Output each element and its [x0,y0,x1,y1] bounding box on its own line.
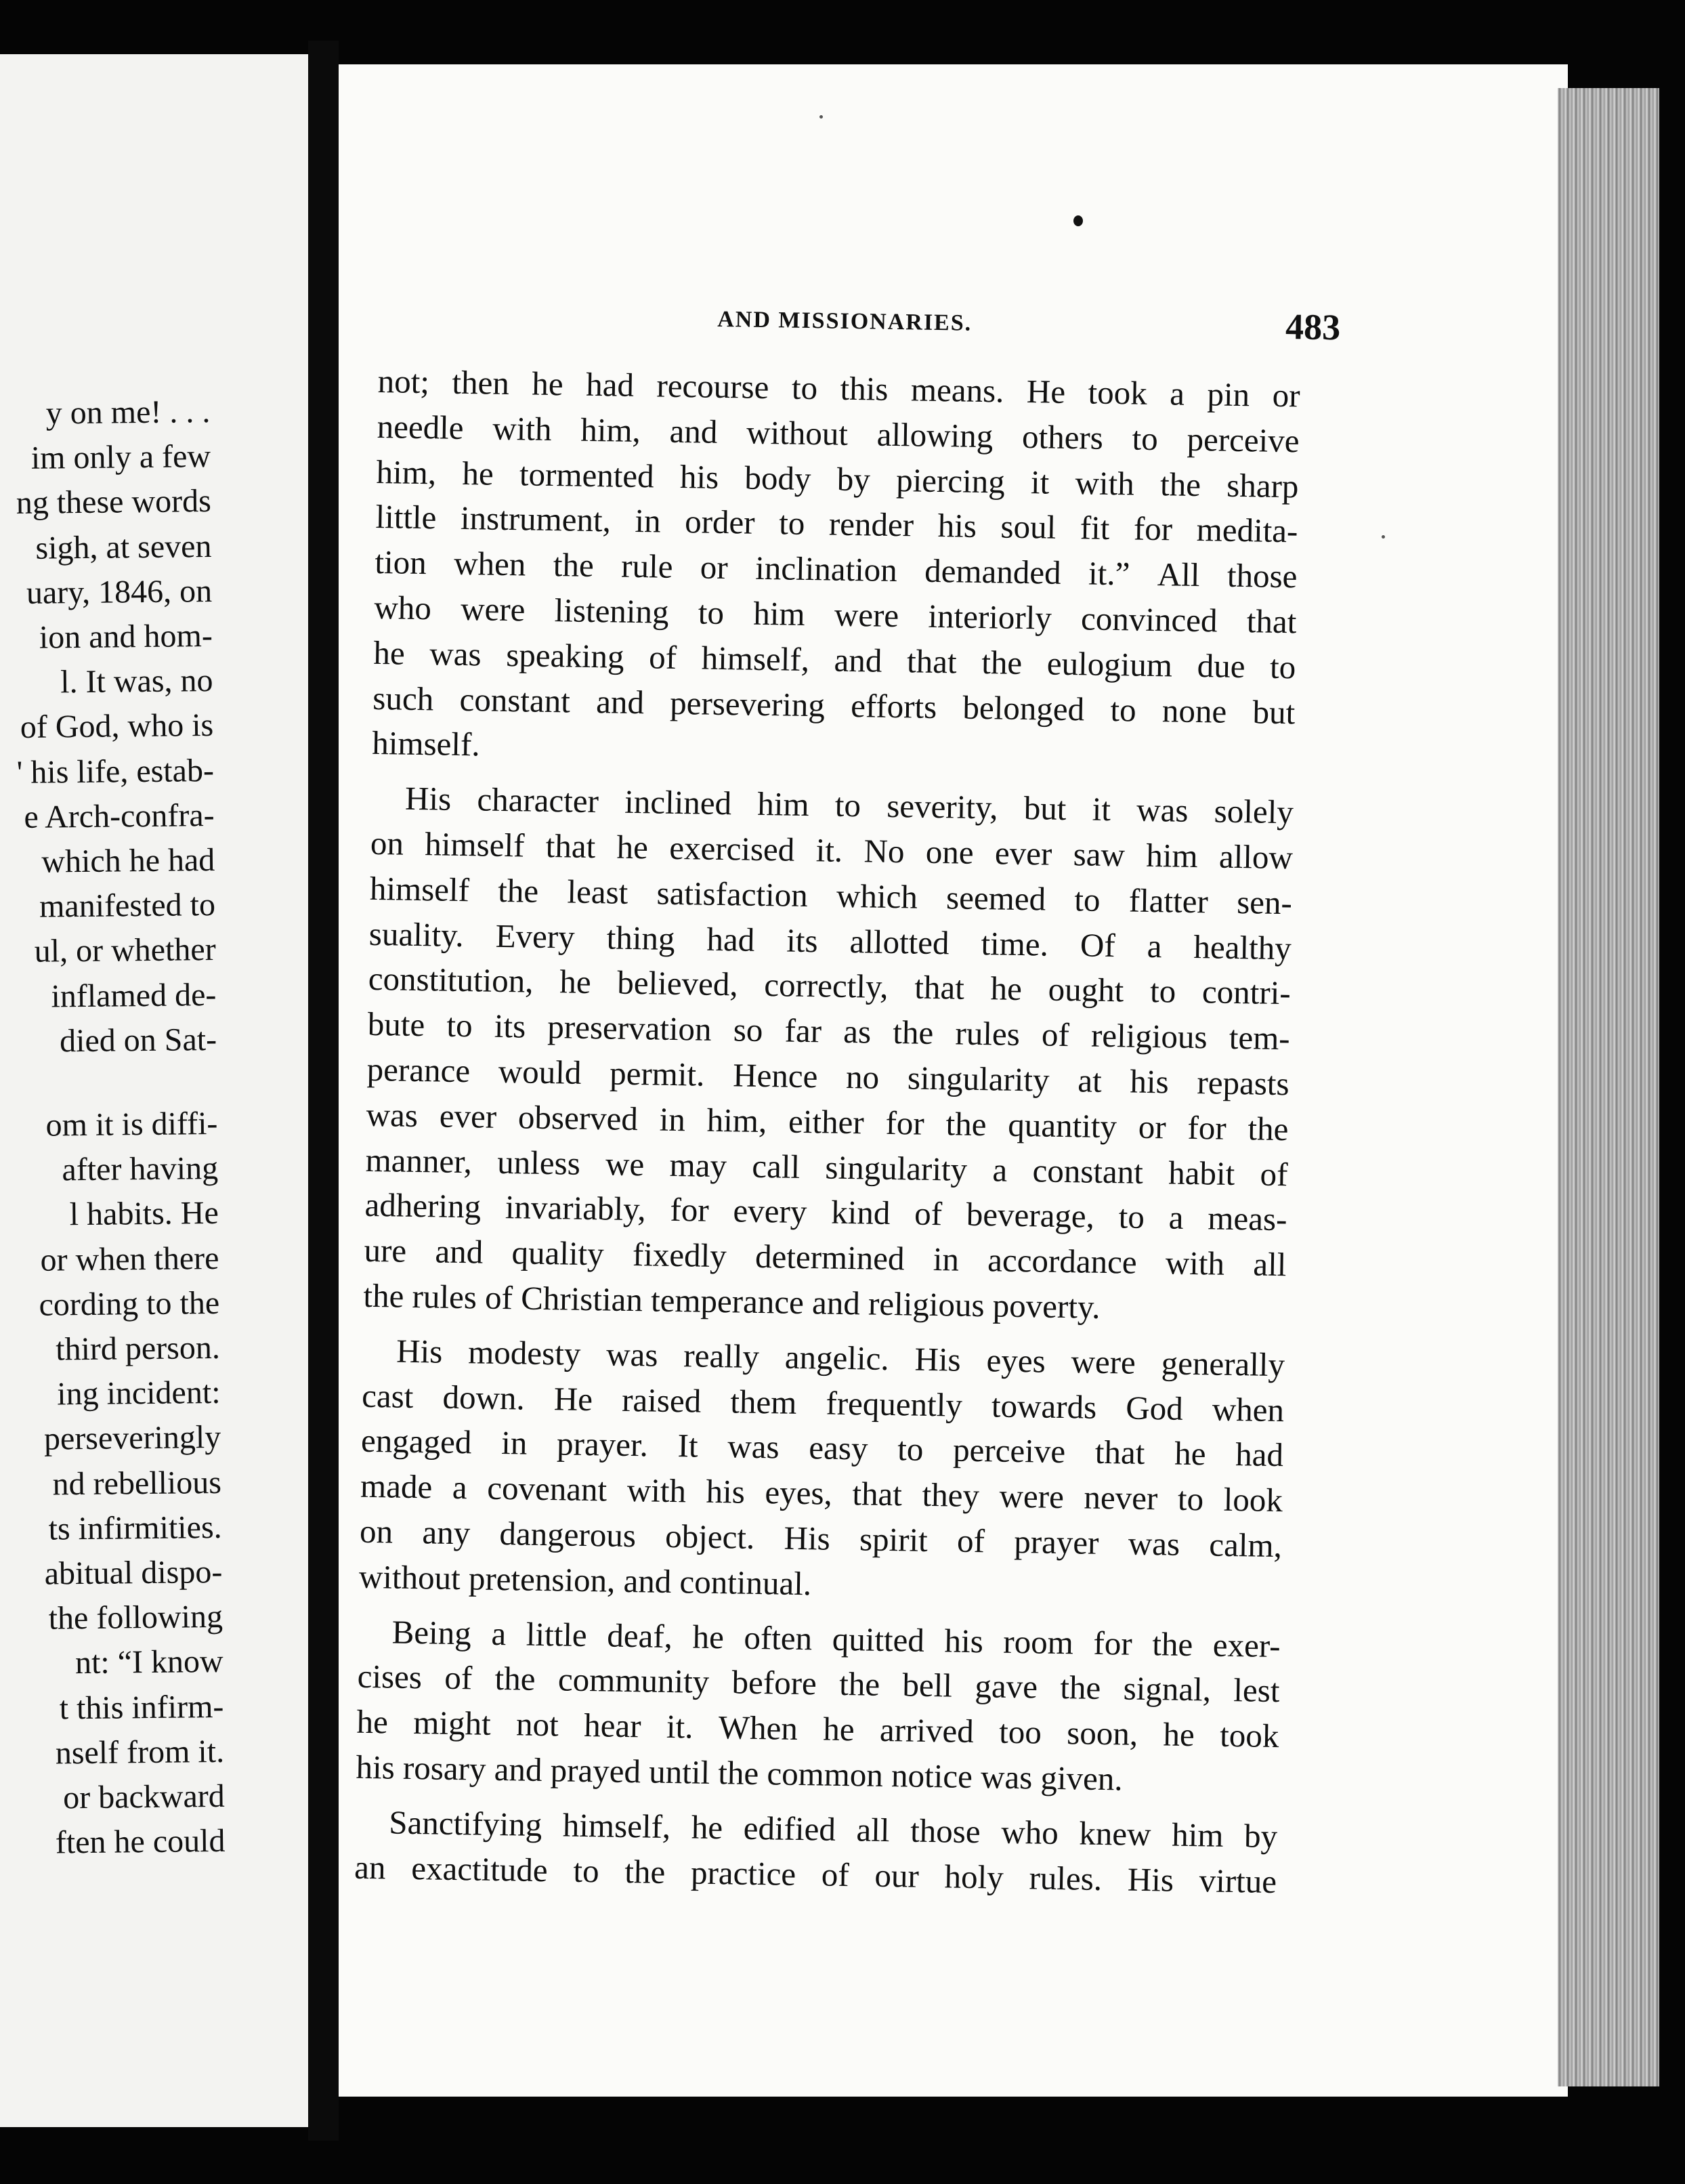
text-line: ng these words [16,483,212,522]
page-edges [1558,88,1659,2086]
text-line: was ever observed in him, either for the quantity or for the [366,1095,1289,1148]
text-line: perance would permit. Hence no singularity at his repasts [366,1050,1290,1103]
text-line: abitual dispo- [44,1553,223,1592]
text-line: adhering invariably, for every kind of beverage, to a meas- [364,1186,1287,1238]
text-line: such constant and persevering efforts belonged to none but [372,679,1296,731]
text-line: manifested to [39,887,216,925]
book-gutter [308,41,339,2141]
text-line: who were listening to him were interiorly convinced that [374,588,1297,641]
text-line: om it is diffi- [45,1105,218,1143]
text-line: an exactitude to the practice of our holy rules. His virtue [354,1848,1277,1900]
ink-speck [819,115,823,119]
text-line: on any dangerous object. His spirit of prayer was calm, [359,1512,1283,1565]
text-line: made a covenant with his eyes, that they were never to look [360,1467,1283,1519]
text-line: cast down. He raised them frequently towards God when [361,1377,1285,1429]
text-line: engaged in prayer. It was easy to perceive that he had [360,1422,1284,1474]
text-line: ion and hom- [39,617,213,656]
text-line: or when there [40,1240,219,1278]
text-line: after having [62,1150,219,1188]
text-line: ul, or whether [34,931,216,970]
ink-dot [1073,215,1083,226]
text-line: he was speaking of himself, and that the eulogium due to [373,633,1296,686]
text-line: y on me! . . . [45,393,211,432]
text-line: ing incident: [56,1374,221,1412]
text-line: inflamed de- [51,976,217,1015]
text-line: uary, 1846, on [26,572,213,611]
text-line: cording to the [39,1284,220,1323]
page-number: 483 [1285,306,1341,348]
text-line: needle with him, and without allowing others to perceive [377,407,1300,460]
text-line: little instrument, in order to render his soul fit for medita- [375,498,1298,550]
text-line: His character inclined him to severity, but it was solely [404,779,1294,831]
text-line: him, he tormented his body by piercing it with the sharp [376,453,1299,505]
text-line: manner, unless we may call singularity a constant habit of [365,1141,1288,1193]
text-line: His modesty was really angelic. His eyes were generally [396,1332,1285,1383]
text-line: Sanctifying himself, he edified all those who knew him by [388,1803,1278,1855]
text-line: Being a little deaf, he often quitted his room for the exer- [391,1613,1281,1664]
text-line: l habits. He [69,1195,219,1233]
text-line: his rosary and prayed until the common notice was given. [356,1748,1124,1798]
text-line: perseveringly [43,1419,221,1458]
text-line: of God, who is [20,707,214,746]
text-line: he might not hear it. When he arrived too soon, he took [356,1702,1279,1755]
text-line: t this infirm- [59,1688,224,1727]
text-line: l. It was, no [60,663,213,700]
text-line: im only a few [30,438,211,476]
text-line: ure and quality fixedly determined in accordance with all [364,1231,1287,1284]
text-line: himself. [371,724,481,763]
text-line: on himself that he exercised it. No one ever saw him allow [370,824,1294,877]
text-line: or backward [62,1778,226,1816]
text-line: which he had [41,841,215,880]
text-line: the following [48,1599,223,1637]
left-page-fragment [0,54,308,2127]
text-line: nt: “I know [74,1643,223,1681]
body-text [354,359,1340,1905]
ink-speck [1382,535,1385,539]
page-header [378,285,1341,374]
text-line: e Arch-confra- [24,797,215,835]
left-page-text [0,390,226,1870]
paragraph-gap [0,1062,217,1108]
text-line: sigh, at seven [35,528,212,566]
text-line: the rules of Christian temperance and religious poverty. [363,1276,1101,1326]
text-line: tion when the rule or inclination demanded it.” All those [375,543,1298,595]
text-line: ts infirmities. [48,1509,222,1547]
text-line: suality. Every thing had its allotted time. Of a healthy [368,915,1292,967]
text-line: not; then he had recourse to this means. He took a pin or [377,362,1300,415]
text-line: bute to its preservation so far as the rules of religious tem- [367,1005,1291,1057]
text-line: without pretension, and continual. [358,1557,812,1602]
text-line: died on Sat- [59,1021,217,1059]
right-page-text [354,285,1341,1905]
text-line: cises of the community before the bell gave the signal, lest [357,1658,1280,1710]
text-line: nself from it. [55,1733,225,1771]
running-head: AND MISSIONARIES. [717,306,973,336]
text-line: nd rebellious [52,1464,222,1503]
text-line: third person. [55,1329,221,1368]
text-line: himself the least satisfaction which seemed to flatter sen- [369,869,1293,922]
text-line: ften he could [55,1823,226,1861]
text-line: ' his life, estab- [16,752,215,791]
text-line: constitution, he believed, correctly, that he ought to contri- [368,960,1292,1012]
